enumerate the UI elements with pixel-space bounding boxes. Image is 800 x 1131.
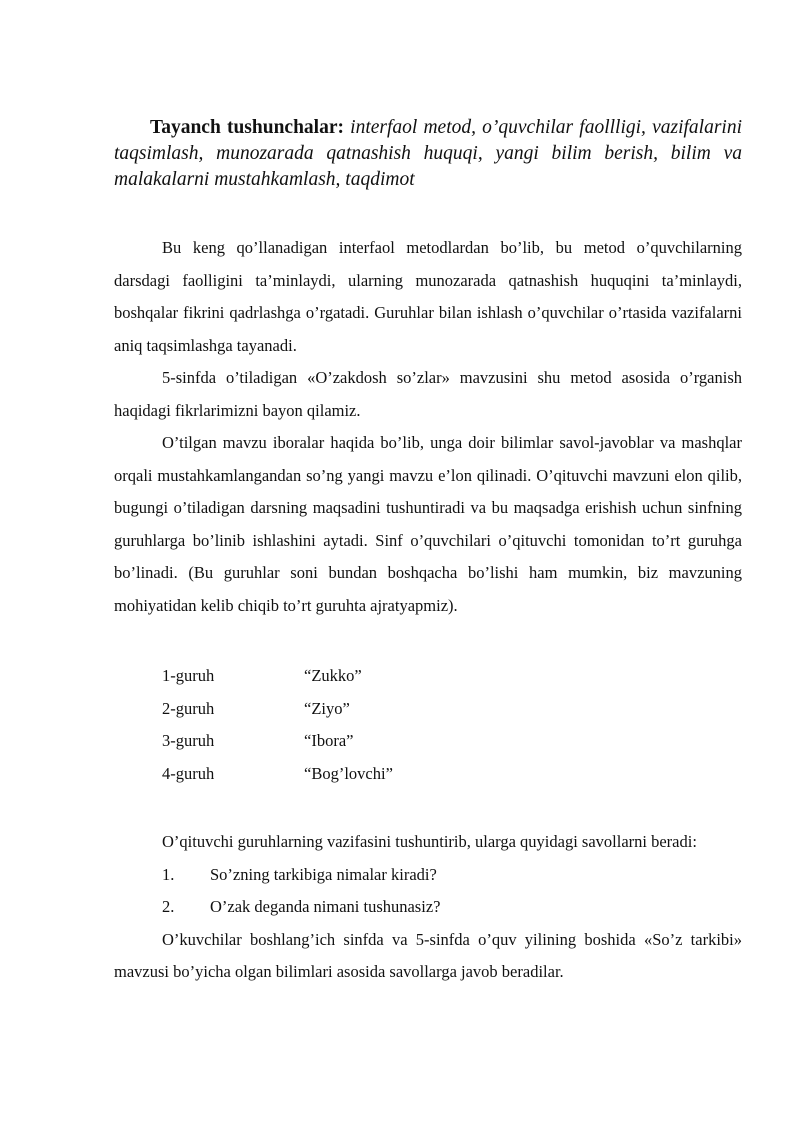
keywords-paragraph [114,115,742,193]
question-number: 2. [162,897,175,916]
paragraph-topic: 5-sinfda o’tiladigan «O’zakdosh so’zlar» mavzusini shu metod asosida o’rganish haqidagi fikrlarimizni bayon qilamiz. [114,368,742,420]
group-name: “Zukko” [304,666,362,685]
group-number: 1-guruh [162,666,215,685]
group-number: 4-guruh [162,763,215,783]
question-number: 1. [162,864,175,884]
question-text: So’zning tarkibiga nimalar kiradi? [210,864,437,884]
group-row [114,693,742,726]
paragraph-questions-intro: O’qituvchi guruhlarning vazifasini tushuntirib, ularga quyidagi savollarni beradi: [162,832,697,851]
group-row [114,660,742,693]
paragraph-answers: O’kuvchilar boshlang’ich sinfda va 5-sinfda o’quv yilining boshida «So’z tarkibi» mavzusi bo’yicha olgan bilimlari asosida savollarga javob beradilar. [114,929,742,981]
question-text: O’zak deganda nimani tushunasiz? [210,897,441,916]
keywords-text: interfaol metod, o’quvchilar faollligi, vazifalarini taqsimlash, munozarada qatnashish huquqi, yangi bilim berish, bilim va malakalarni mustahkamlash, taqdimot [114,117,742,190]
group-number: 3-guruh [162,731,215,750]
keywords-label: Tayanch tushunchalar: [150,117,344,138]
group-row [114,725,742,758]
group-row [114,758,742,791]
question-item [114,859,742,892]
document-page [114,115,742,989]
question-item [114,891,742,924]
group-number: 2-guruh [162,698,215,718]
group-name: “Ibora” [304,731,354,750]
group-name: “Ziyo” [304,698,350,718]
group-list [114,660,742,790]
question-list [114,859,742,924]
group-name: “Bog’lovchi” [304,763,393,783]
paragraph-procedure: O’tilgan mavzu iboralar haqida bo’lib, unga doir bilimlar savol-javoblar va mashqlar orqali mustahkamlangandan so’ng yangi mavzu e’lon qilinadi. O’qituvchi mavzuni elon qilib, bugungi o’tiladigan darsning maqsadini tushuntiradi va bu maqsadga erishish uchun sinfning guruhlarga bo’linib ishlashini aytadi. Sinf o’quvchilari o’qituvchi tomonidan to’rt guruhga bo’linadi. (Bu guruhlar soni bundan boshqacha bo’lishi ham mumkin, biz mavzuning mohiyatidan kelib chiqib to’rt guruhta ajratyapmiz). [114,433,742,615]
paragraph-intro: Bu keng qo’llanadigan interfaol metodlardan bo’lib, bu metod o’quvchilarning darsdagi faolligini ta’minlaydi, ularning munozarada qatnashish huquqini ta’minlaydi, boshqalar fikrini qadrlashga o’rgatadi. Guruhlar bilan ishlash o’quvchilar o’rtasida vazifalarni aniq taqsimlashga tayanadi. [114,238,742,355]
